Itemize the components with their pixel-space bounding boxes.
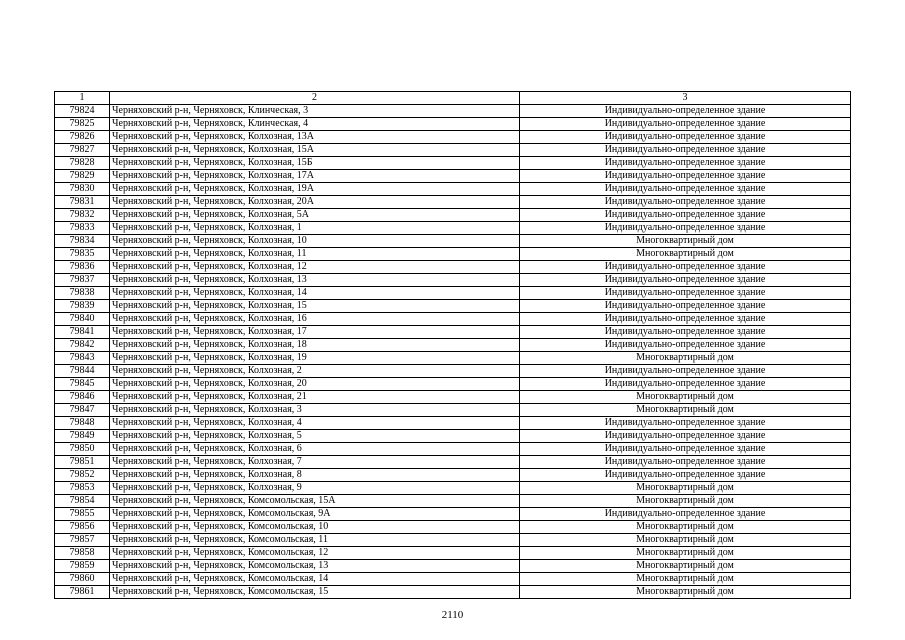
address-cell: Черняховский р-н, Черняховск, Комсомольская, 10 (110, 521, 520, 534)
registry-number-cell: 79834 (55, 235, 110, 248)
table-row (55, 430, 851, 443)
registry-number-cell: 79827 (55, 144, 110, 157)
registry-number-cell: 79845 (55, 378, 110, 391)
address-cell: Черняховский р-н, Черняховск, Колхозная, 15Б (110, 157, 520, 170)
table-row (55, 131, 851, 144)
table-row (55, 521, 851, 534)
address-cell: Черняховский р-н, Черняховск, Колхозная, 8 (110, 469, 520, 482)
table-row (55, 547, 851, 560)
address-cell: Черняховский р-н, Черняховск, Колхозная, 5А (110, 209, 520, 222)
registry-number-cell: 79851 (55, 456, 110, 469)
address-cell: Черняховский р-н, Черняховск, Комсомольская, 12 (110, 547, 520, 560)
object-type-cell: Многоквартирный дом (520, 391, 851, 404)
object-type-cell: Многоквартирный дом (520, 534, 851, 547)
object-type-cell: Индивидуально-определенное здание (520, 443, 851, 456)
registry-number-cell: 79860 (55, 573, 110, 586)
address-cell: Черняховский р-н, Черняховск, Колхозная, 4 (110, 417, 520, 430)
table-row (55, 313, 851, 326)
address-cell: Черняховский р-н, Черняховск, Комсомольская, 9А (110, 508, 520, 521)
table-row (55, 586, 851, 599)
table-row (55, 261, 851, 274)
address-cell: Черняховский р-н, Черняховск, Колхозная, 18 (110, 339, 520, 352)
registry-number-cell: 79856 (55, 521, 110, 534)
object-type-cell: Индивидуально-определенное здание (520, 209, 851, 222)
registry-number-cell: 79857 (55, 534, 110, 547)
address-cell: Черняховский р-н, Черняховск, Колхозная, 13 (110, 274, 520, 287)
address-cell: Черняховский р-н, Черняховск, Клинческая, 4 (110, 118, 520, 131)
address-cell: Черняховский р-н, Черняховск, Колхозная, 5 (110, 430, 520, 443)
table-row (55, 248, 851, 261)
object-type-cell: Индивидуально-определенное здание (520, 274, 851, 287)
registry-number-cell: 79840 (55, 313, 110, 326)
object-type-cell: Многоквартирный дом (520, 495, 851, 508)
address-cell: Черняховский р-н, Черняховск, Колхозная, 1 (110, 222, 520, 235)
registry-number-cell: 79858 (55, 547, 110, 560)
table-row (55, 118, 851, 131)
registry-number-cell: 79847 (55, 404, 110, 417)
object-type-cell: Многоквартирный дом (520, 235, 851, 248)
table-row (55, 482, 851, 495)
object-type-cell: Индивидуально-определенное здание (520, 170, 851, 183)
registry-number-cell: 79850 (55, 443, 110, 456)
address-cell: Черняховский р-н, Черняховск, Колхозная, 20 (110, 378, 520, 391)
table-body (55, 92, 851, 599)
registry-table (54, 91, 851, 599)
registry-number-cell: 79839 (55, 300, 110, 313)
table-row (55, 105, 851, 118)
object-type-cell: Индивидуально-определенное здание (520, 183, 851, 196)
registry-number-cell: 79849 (55, 430, 110, 443)
object-type-cell: Индивидуально-определенное здание (520, 222, 851, 235)
object-type-cell: Индивидуально-определенное здание (520, 456, 851, 469)
object-type-cell: Многоквартирный дом (520, 248, 851, 261)
address-cell: Черняховский р-н, Черняховск, Колхозная, 19 (110, 352, 520, 365)
registry-number-cell: 79828 (55, 157, 110, 170)
address-cell: Черняховский р-н, Черняховск, Комсомольская, 15 (110, 586, 520, 599)
address-cell: Черняховский р-н, Черняховск, Колхозная, 20А (110, 196, 520, 209)
table-row (55, 495, 851, 508)
object-type-cell: Индивидуально-определенное здание (520, 131, 851, 144)
object-type-cell: Индивидуально-определенное здание (520, 326, 851, 339)
registry-number-cell: 79829 (55, 170, 110, 183)
object-type-cell: Индивидуально-определенное здание (520, 196, 851, 209)
address-cell: Черняховский р-н, Черняховск, Колхозная, 3 (110, 404, 520, 417)
page-number: 2110 (441, 609, 464, 621)
address-cell: Черняховский р-н, Черняховск, Колхозная, 17А (110, 170, 520, 183)
table-row (55, 508, 851, 521)
registry-number-cell: 79826 (55, 131, 110, 144)
column-number-2: 2 (110, 92, 520, 105)
object-type-cell: Многоквартирный дом (520, 521, 851, 534)
object-type-cell: Индивидуально-определенное здание (520, 365, 851, 378)
address-cell: Черняховский р-н, Черняховск, Колхозная, 12 (110, 261, 520, 274)
object-type-cell: Индивидуально-определенное здание (520, 313, 851, 326)
registry-number-cell: 79824 (55, 105, 110, 118)
object-type-cell: Многоквартирный дом (520, 482, 851, 495)
registry-number-cell: 79859 (55, 560, 110, 573)
registry-number-cell: 79838 (55, 287, 110, 300)
address-cell: Черняховский р-н, Черняховск, Колхозная, 2 (110, 365, 520, 378)
registry-number-cell: 79833 (55, 222, 110, 235)
registry-number-cell: 79846 (55, 391, 110, 404)
registry-number-cell: 79855 (55, 508, 110, 521)
registry-number-cell: 79835 (55, 248, 110, 261)
object-type-cell: Индивидуально-определенное здание (520, 469, 851, 482)
registry-number-cell: 79848 (55, 417, 110, 430)
table-row (55, 196, 851, 209)
table-row (55, 456, 851, 469)
registry-number-cell: 79841 (55, 326, 110, 339)
address-cell: Черняховский р-н, Черняховск, Клинческая, 3 (110, 105, 520, 118)
table-row (55, 417, 851, 430)
address-cell: Черняховский р-н, Черняховск, Колхозная, 17 (110, 326, 520, 339)
table-row (55, 339, 851, 352)
object-type-cell: Многоквартирный дом (520, 573, 851, 586)
table-row (55, 573, 851, 586)
registry-number-cell: 79854 (55, 495, 110, 508)
registry-number-cell: 79843 (55, 352, 110, 365)
registry-number-cell: 79836 (55, 261, 110, 274)
object-type-cell: Индивидуально-определенное здание (520, 157, 851, 170)
table-row (55, 300, 851, 313)
object-type-cell: Индивидуально-определенное здание (520, 261, 851, 274)
object-type-cell: Многоквартирный дом (520, 352, 851, 365)
address-cell: Черняховский р-н, Черняховск, Колхозная, 21 (110, 391, 520, 404)
object-type-cell: Многоквартирный дом (520, 547, 851, 560)
registry-number-cell: 79831 (55, 196, 110, 209)
address-cell: Черняховский р-н, Черняховск, Колхозная, 19А (110, 183, 520, 196)
table-row (55, 222, 851, 235)
column-number-3: 3 (520, 92, 851, 105)
object-type-cell: Индивидуально-определенное здание (520, 300, 851, 313)
registry-number-cell: 79842 (55, 339, 110, 352)
address-cell: Черняховский р-н, Черняховск, Комсомольская, 13 (110, 560, 520, 573)
object-type-cell: Многоквартирный дом (520, 404, 851, 417)
column-number-1: 1 (55, 92, 110, 105)
column-number-row (55, 92, 851, 105)
address-cell: Черняховский р-н, Черняховск, Колхозная, 7 (110, 456, 520, 469)
address-cell: Черняховский р-н, Черняховск, Комсомольская, 15А (110, 495, 520, 508)
table-row (55, 391, 851, 404)
object-type-cell: Индивидуально-определенное здание (520, 430, 851, 443)
address-cell: Черняховский р-н, Черняховск, Колхозная, 14 (110, 287, 520, 300)
table-row (55, 378, 851, 391)
registry-number-cell: 79832 (55, 209, 110, 222)
registry-number-cell: 79837 (55, 274, 110, 287)
address-cell: Черняховский р-н, Черняховск, Колхозная, 13А (110, 131, 520, 144)
table-row (55, 183, 851, 196)
object-type-cell: Индивидуально-определенное здание (520, 287, 851, 300)
table-row (55, 560, 851, 573)
object-type-cell: Индивидуально-определенное здание (520, 339, 851, 352)
table-row (55, 144, 851, 157)
table-row (55, 209, 851, 222)
address-cell: Черняховский р-н, Черняховск, Колхозная, 11 (110, 248, 520, 261)
object-type-cell: Индивидуально-определенное здание (520, 144, 851, 157)
table-row (55, 469, 851, 482)
object-type-cell: Многоквартирный дом (520, 560, 851, 573)
table-row (55, 352, 851, 365)
address-cell: Черняховский р-н, Черняховск, Колхозная, 15А (110, 144, 520, 157)
address-cell: Черняховский р-н, Черняховск, Колхозная, 16 (110, 313, 520, 326)
registry-number-cell: 79853 (55, 482, 110, 495)
registry-number-cell: 79844 (55, 365, 110, 378)
table-row (55, 534, 851, 547)
table-row (55, 404, 851, 417)
object-type-cell: Индивидуально-определенное здание (520, 118, 851, 131)
address-cell: Черняховский р-н, Черняховск, Комсомольская, 14 (110, 573, 520, 586)
table-row (55, 157, 851, 170)
address-cell: Черняховский р-н, Черняховск, Колхозная, 15 (110, 300, 520, 313)
address-cell: Черняховский р-н, Черняховск, Колхозная, 9 (110, 482, 520, 495)
object-type-cell: Индивидуально-определенное здание (520, 378, 851, 391)
object-type-cell: Индивидуально-определенное здание (520, 508, 851, 521)
object-type-cell: Индивидуально-определенное здание (520, 417, 851, 430)
table-row (55, 235, 851, 248)
table-row (55, 287, 851, 300)
registry-number-cell: 79825 (55, 118, 110, 131)
address-cell: Черняховский р-н, Черняховск, Комсомольская, 11 (110, 534, 520, 547)
table-row (55, 170, 851, 183)
address-cell: Черняховский р-н, Черняховск, Колхозная, 6 (110, 443, 520, 456)
object-type-cell: Индивидуально-определенное здание (520, 105, 851, 118)
registry-number-cell: 79852 (55, 469, 110, 482)
table-row (55, 443, 851, 456)
registry-number-cell: 79830 (55, 183, 110, 196)
registry-number-cell: 79861 (55, 586, 110, 599)
table-row (55, 326, 851, 339)
table-row (55, 365, 851, 378)
address-cell: Черняховский р-н, Черняховск, Колхозная, 10 (110, 235, 520, 248)
object-type-cell: Многоквартирный дом (520, 586, 851, 599)
table-row (55, 274, 851, 287)
